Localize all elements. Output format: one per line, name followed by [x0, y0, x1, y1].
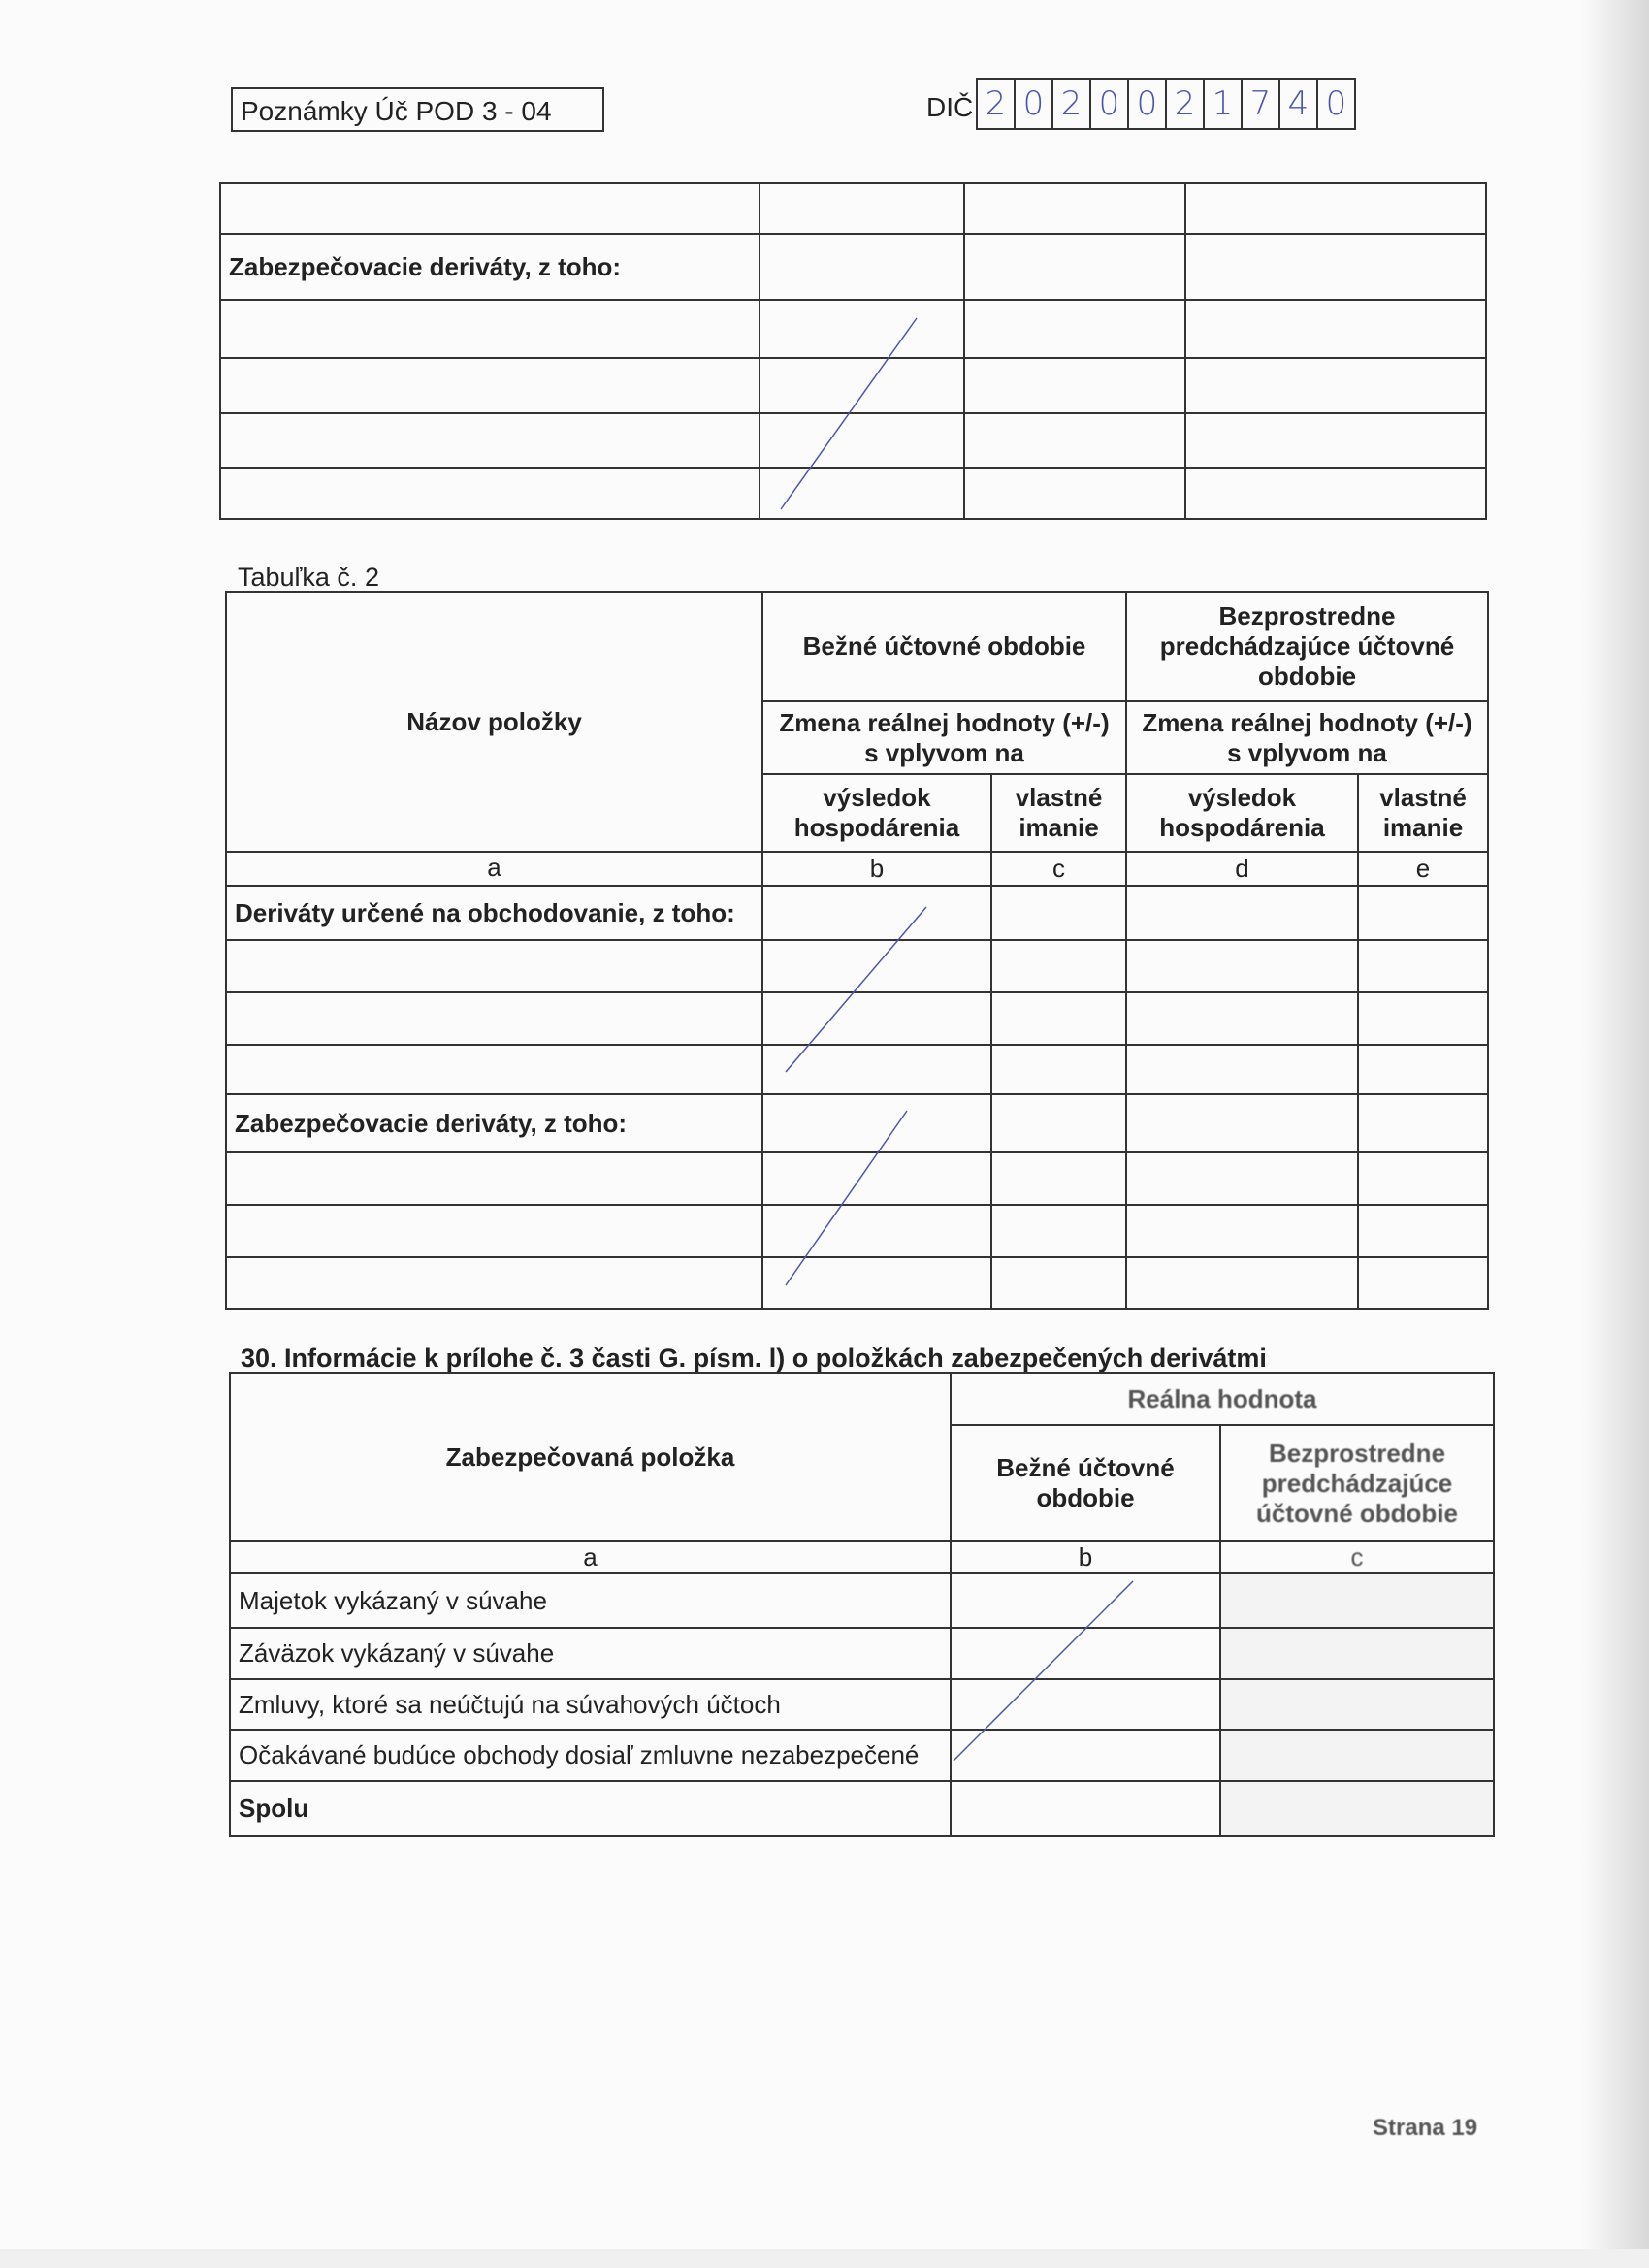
form-code-box: Poznámky Úč POD 3 - 04	[231, 87, 604, 132]
dic-digit: 0	[1091, 80, 1129, 128]
col-letter: a	[226, 852, 762, 886]
dic-digit: 4	[1280, 80, 1318, 128]
table-cell	[951, 1573, 1220, 1628]
table-cell	[762, 1152, 991, 1205]
table-cell	[762, 1257, 991, 1309]
col-letter: a	[230, 1541, 951, 1573]
table-cell	[220, 183, 760, 234]
table-cell	[762, 992, 991, 1045]
change-previous-header: Zmena reálnej hodnoty (+/-) s vplyvom na	[1126, 701, 1488, 774]
table-cell	[1185, 300, 1486, 358]
table-cell	[1220, 1628, 1494, 1679]
table-cell	[1358, 992, 1488, 1045]
table-cell	[991, 1094, 1126, 1152]
trading-derivatives-label: Deriváty určené na obchodovanie, z toho:	[226, 886, 762, 940]
table-cell	[762, 1094, 991, 1152]
table-cell	[1185, 468, 1486, 519]
current-period-header: Bežné účtovné obdobie	[951, 1425, 1220, 1541]
table-cell	[762, 1045, 991, 1094]
result-header: výsledok hospodárenia	[762, 774, 991, 852]
table-cell	[1126, 1045, 1358, 1094]
table-cell	[1126, 1205, 1358, 1257]
table-cell	[1220, 1573, 1494, 1628]
table-cell	[1126, 886, 1358, 940]
table-cell	[220, 468, 760, 519]
previous-period-header: Bezprostredne predchádzajúce účtovné obdobie	[1126, 592, 1488, 701]
page-number: Strana 19	[1373, 2115, 1478, 2141]
table-cell	[760, 413, 964, 468]
derivatives-table-continued	[219, 182, 1487, 520]
table-cell	[1185, 183, 1486, 234]
table-cell	[1185, 413, 1486, 468]
row-label: Zmluvy, ktoré sa neúčtujú na súvahových účtoch	[230, 1679, 951, 1730]
table-cell	[1126, 940, 1358, 992]
col-letter: b	[951, 1541, 1220, 1573]
table-cell	[964, 234, 1185, 300]
col-letter: b	[762, 852, 991, 886]
page-bottom-edge	[0, 2249, 1649, 2268]
previous-period-header: Bezprostredne predchádzajúce účtovné obdobie	[1220, 1425, 1494, 1541]
dic-digit: 0	[1016, 80, 1053, 128]
table-cell	[1220, 1781, 1494, 1836]
table-cell	[991, 1205, 1126, 1257]
col-letter: d	[1126, 852, 1358, 886]
table-cell	[1358, 1205, 1488, 1257]
table-cell	[991, 992, 1126, 1045]
table-cell	[1126, 1094, 1358, 1152]
page-edge-shadow	[1581, 0, 1649, 2268]
table-cell	[964, 413, 1185, 468]
table-cell	[964, 358, 1185, 413]
dic-digit: 2	[1053, 80, 1091, 128]
dic-digit: 2	[1167, 80, 1205, 128]
col-letter: c	[991, 852, 1126, 886]
equity-header: vlastné imanie	[991, 774, 1126, 852]
table-cell	[226, 992, 762, 1045]
table-cell	[1126, 1257, 1358, 1309]
hedged-items-table	[229, 1372, 1495, 1837]
change-current-header: Zmena reálnej hodnoty (+/-) s vplyvom na	[762, 701, 1126, 774]
table-cell	[760, 300, 964, 358]
table-cell	[220, 358, 760, 413]
table-cell	[991, 1152, 1126, 1205]
row-label: Záväzok vykázaný v súvahe	[230, 1628, 951, 1679]
total-row-label: Spolu	[230, 1781, 951, 1836]
table-cell	[762, 1205, 991, 1257]
table-cell	[760, 234, 964, 300]
table-cell	[951, 1781, 1220, 1836]
row-label: Očakávané budúce obchody dosiaľ zmluvne nezabezpečené	[230, 1730, 951, 1781]
table-cell	[991, 1045, 1126, 1094]
dic-digit: 7	[1243, 80, 1280, 128]
dic-label: DIČ	[926, 92, 974, 122]
fair-value-changes-table	[225, 591, 1489, 1310]
row-label: Majetok vykázaný v súvahe	[230, 1573, 951, 1628]
result-header: výsledok hospodárenia	[1126, 774, 1358, 852]
table-cell	[220, 413, 760, 468]
table-cell	[1358, 1152, 1488, 1205]
dic-digit: 0	[1129, 80, 1167, 128]
table-cell	[951, 1679, 1220, 1730]
table-cell	[762, 886, 991, 940]
table-cell	[760, 468, 964, 519]
table2-caption: Tabuľka č. 2	[238, 563, 379, 592]
hedging-derivatives-label: Zabezpečovacie deriváty, z toho:	[220, 234, 760, 300]
table-cell	[1126, 1152, 1358, 1205]
table-cell	[1358, 1257, 1488, 1309]
col-letter: c	[1220, 1541, 1494, 1573]
table-cell	[991, 1257, 1126, 1309]
fair-value-header: Reálna hodnota	[951, 1373, 1494, 1425]
equity-header: vlastné imanie	[1358, 774, 1488, 852]
dic-digit: 0	[1325, 84, 1347, 123]
table-cell	[964, 183, 1185, 234]
hedged-item-header: Zabezpečovaná položka	[230, 1373, 951, 1541]
table-cell	[1220, 1679, 1494, 1730]
table-cell	[226, 940, 762, 992]
dic-digit: 2	[978, 80, 1016, 128]
col-letter: e	[1358, 852, 1488, 886]
item-name-header: Názov položky	[226, 592, 762, 852]
table-cell	[220, 300, 760, 358]
table-cell	[1358, 1094, 1488, 1152]
dic-field	[976, 78, 1356, 130]
table-cell	[226, 1152, 762, 1205]
table-cell	[226, 1205, 762, 1257]
table-cell	[1185, 358, 1486, 413]
table-cell	[951, 1628, 1220, 1679]
table-cell	[760, 358, 964, 413]
table-cell	[1358, 1045, 1488, 1094]
table-cell	[951, 1730, 1220, 1781]
table-cell	[964, 468, 1185, 519]
table-cell	[760, 183, 964, 234]
dic-digit: 1	[1205, 80, 1243, 128]
table-cell	[1358, 886, 1488, 940]
table-cell	[1358, 940, 1488, 992]
table-cell	[991, 886, 1126, 940]
section-30-heading: 30. Informácie k prílohe č. 3 časti G. písm. l) o položkách zabezpečených derivátmi	[241, 1344, 1267, 1373]
table-cell	[226, 1257, 762, 1309]
table-cell	[1220, 1730, 1494, 1781]
table-cell	[762, 940, 991, 992]
table-cell	[964, 300, 1185, 358]
table-cell	[226, 1045, 762, 1094]
table-cell	[1185, 234, 1486, 300]
table-cell	[991, 940, 1126, 992]
current-period-header: Bežné účtovné obdobie	[762, 592, 1126, 701]
hedging-derivatives-label: Zabezpečovacie deriváty, z toho:	[226, 1094, 762, 1152]
table-cell	[1126, 992, 1358, 1045]
